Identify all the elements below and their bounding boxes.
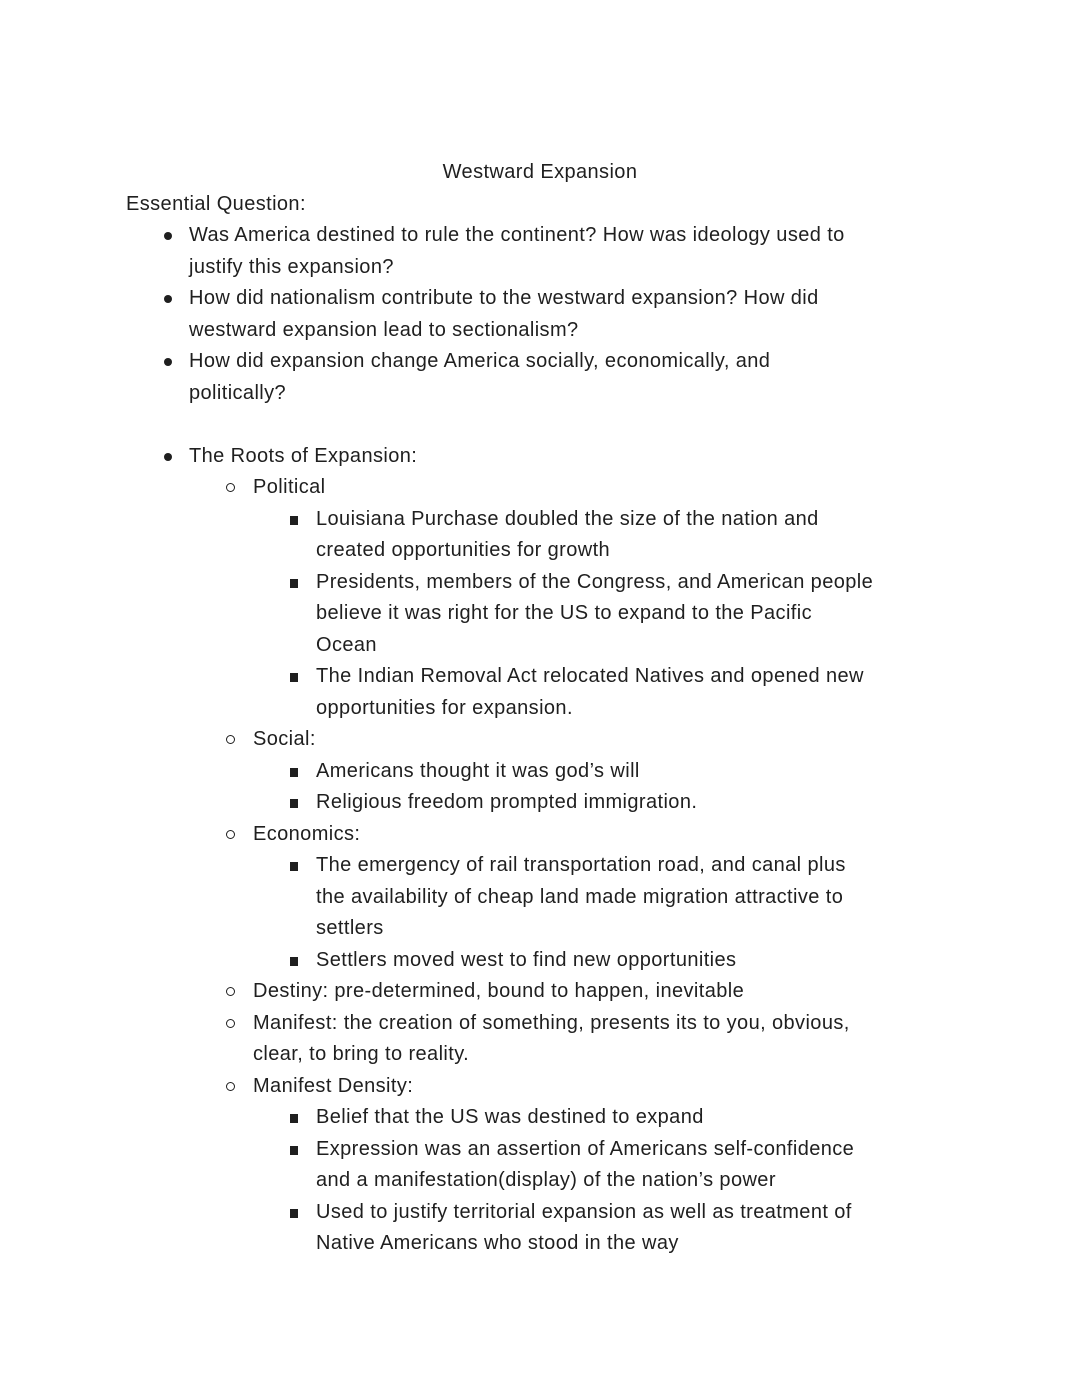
bullet-circle-icon xyxy=(226,735,235,744)
list-item xyxy=(126,756,954,788)
list-item-text: Religious freedom prompted immigration. xyxy=(316,791,698,813)
list-item xyxy=(126,1197,954,1260)
list-item-text: Was America destined to rule the continent? How was ideology used to justify this expansion? xyxy=(189,224,845,278)
list-item xyxy=(126,567,954,662)
list-item-text: How did expansion change America socially, economically, and politically? xyxy=(189,350,771,404)
list-item xyxy=(126,1071,954,1103)
list-item-text: Settlers moved west to find new opportunities xyxy=(316,948,737,971)
bullet-square-icon xyxy=(290,1146,298,1155)
outline-list xyxy=(126,220,954,1260)
list-item-text: Manifest Density: xyxy=(253,1074,414,1097)
bullet-square-icon xyxy=(290,516,298,525)
list-item xyxy=(126,1134,954,1197)
bullet-circle-icon xyxy=(226,1019,235,1028)
list-item-text: Americans thought it was god’s will xyxy=(316,759,640,782)
list-item-text: Destiny: pre-determined, bound to happen, inevitable xyxy=(253,980,745,1002)
bullet-square-icon xyxy=(290,957,298,966)
bullet-circle-icon xyxy=(226,830,235,839)
document-title: Westward Expansion xyxy=(442,161,638,183)
list-item xyxy=(126,819,954,851)
list-item xyxy=(126,472,954,504)
list-item xyxy=(126,724,954,756)
list-item xyxy=(126,504,954,567)
list-item-text: Used to justify territorial expansion as well as treatment of Native Americans who stood in the way xyxy=(316,1200,852,1254)
bullet-circle-icon xyxy=(226,1082,235,1091)
bullet-disc-icon xyxy=(164,358,172,366)
list-item-text: Economics: xyxy=(253,822,361,845)
bullet-square-icon xyxy=(290,862,298,871)
list-item xyxy=(126,850,954,945)
list-item-text: Social: xyxy=(253,728,316,750)
list-item-text: Louisiana Purchase doubled the size of the nation and created opportunities for growth xyxy=(316,507,819,561)
bullet-disc-icon xyxy=(164,232,172,240)
list-item xyxy=(126,220,954,283)
list-item-text: Belief that the US was destined to expand xyxy=(316,1106,704,1128)
list-item-text: How did nationalism contribute to the westward expansion? How did westward expansion lead to sectionalism? xyxy=(189,287,819,341)
blank-line xyxy=(126,409,954,441)
list-item xyxy=(126,661,954,724)
bullet-square-icon xyxy=(290,673,298,682)
list-item-text: Political xyxy=(253,476,326,498)
list-item xyxy=(126,976,954,1008)
list-item xyxy=(126,283,954,346)
list-item-text: The Indian Removal Act relocated Natives and opened new opportunities for expansion. xyxy=(316,665,864,719)
list-item xyxy=(126,441,954,473)
bullet-disc-icon xyxy=(164,453,172,461)
bullet-square-icon xyxy=(290,579,298,588)
bullet-circle-icon xyxy=(226,483,235,492)
list-item xyxy=(126,945,954,977)
list-item xyxy=(126,346,954,409)
bullet-square-icon xyxy=(290,1209,298,1218)
list-item-text: Expression was an assertion of Americans self-confidence and a manifestation(display) of the nation’s power xyxy=(316,1137,855,1191)
bullet-circle-icon xyxy=(226,987,235,996)
bullet-square-icon xyxy=(290,768,298,777)
list-item xyxy=(126,1102,954,1134)
list-item xyxy=(126,787,954,819)
list-item-text: Presidents, members of the Congress, and American people believe it was right for the US to expand to the Pacific Ocean xyxy=(316,570,874,656)
bullet-square-icon xyxy=(290,1114,298,1123)
list-item xyxy=(126,1008,954,1071)
bullet-disc-icon xyxy=(164,295,172,303)
list-item-text: The emergency of rail transportation road, and canal plus the availability of cheap land made migration attractive to settlers xyxy=(316,854,846,939)
list-item-text: Manifest: the creation of something, presents its to you, obvious, clear, to bring to reality. xyxy=(253,1011,850,1065)
bullet-square-icon xyxy=(290,799,298,808)
essential-question-heading: Essential Question: xyxy=(126,192,306,215)
list-item-text: The Roots of Expansion: xyxy=(189,444,418,467)
